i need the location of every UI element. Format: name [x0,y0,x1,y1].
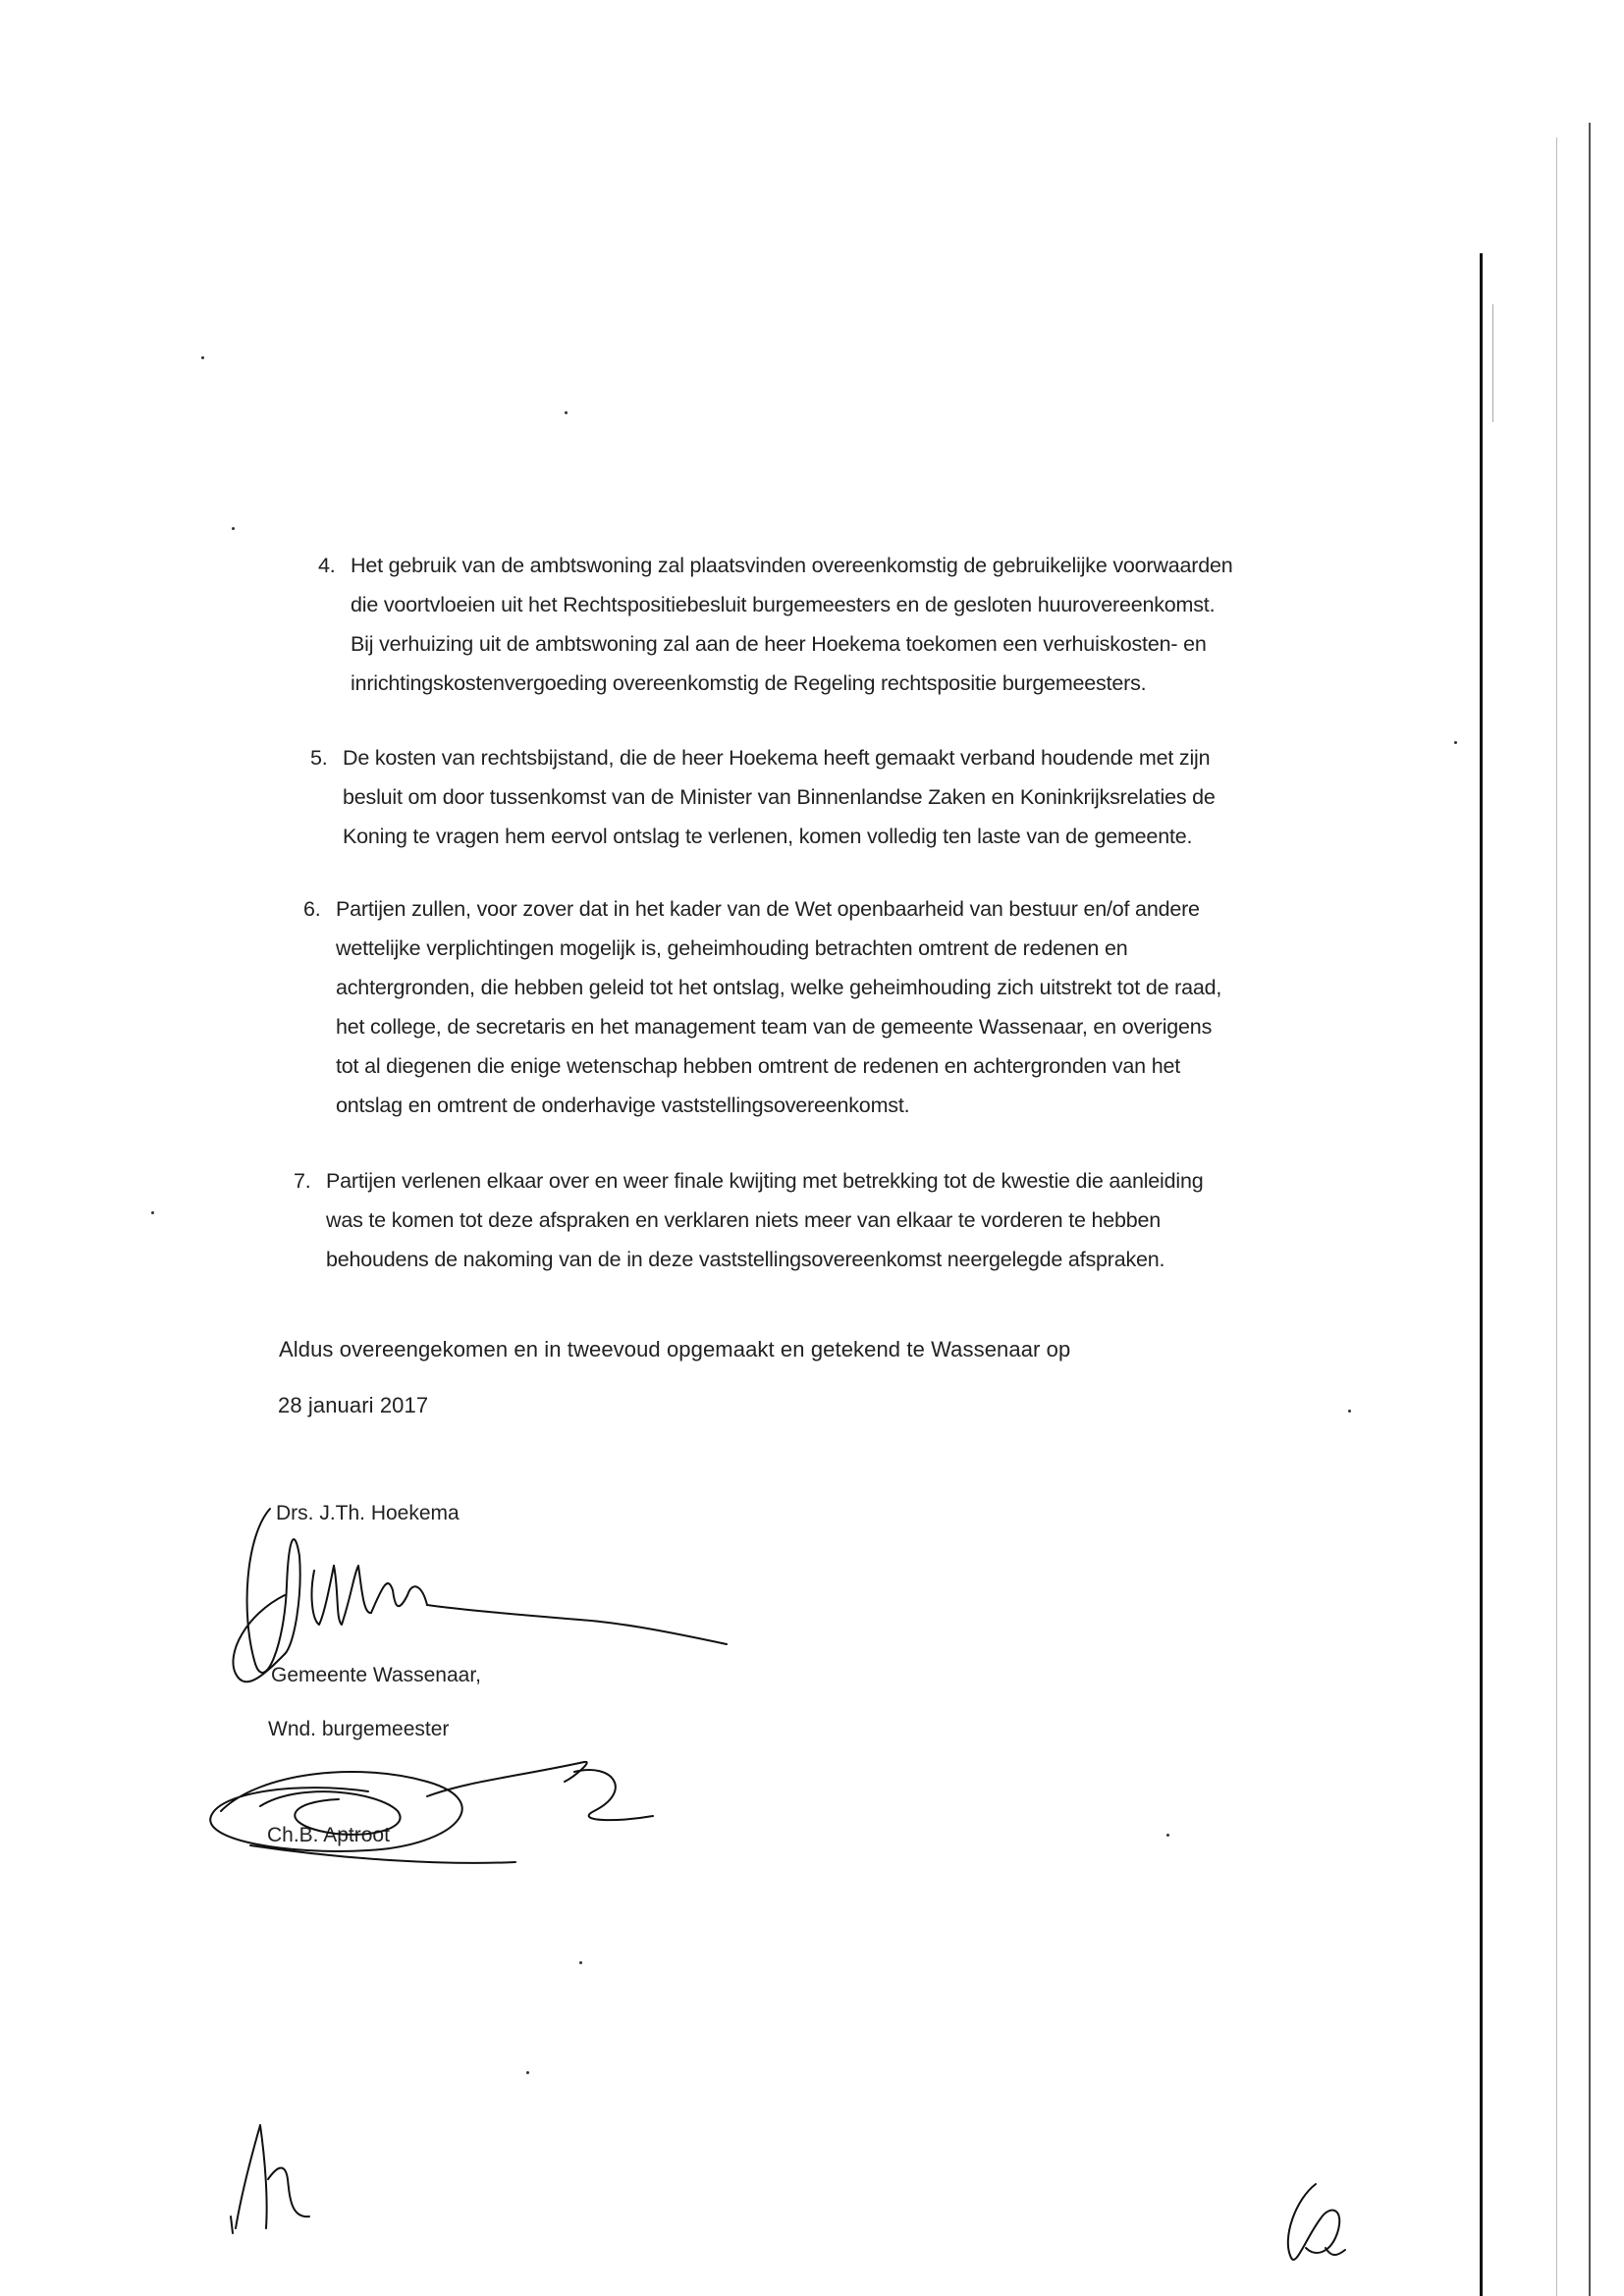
signature-aptroot [201,1752,653,1870]
signatory-role: Wnd. burgemeester [268,1718,450,1740]
initials-left [221,2120,319,2238]
clause-number: 6. [303,897,321,921]
clause-number: 7. [294,1169,311,1193]
clause-5 [310,738,1325,856]
scan-speck [151,1211,154,1214]
closing-date: 28 januari 2017 [278,1393,429,1417]
clause-number: 5. [310,746,328,770]
scan-edge-line [1492,304,1493,422]
initials-right [1276,2179,1365,2277]
signatory-name-hoekema: Drs. J.Th. Hoekema [276,1502,460,1524]
scan-edge-line [1556,137,1557,2296]
clause-text: Partijen verlenen elkaar over en weer finale kwijting met betrekking tot de kwestie die aanleiding was te komen tot deze afspraken en verklaren niets meer van elkaar te vorderen te hebben behoudens de nakoming van de in deze vaststellingsovereenkomst neergelegde afspraken. [326,1169,1204,1271]
scan-speck [579,1961,582,1964]
closing-statement: Aldus overeengekomen en in tweevoud opgemaakt en getekend te Wassenaar op [279,1337,1071,1362]
signatory-name-aptroot: Ch.B. Aptroot [267,1824,390,1846]
scan-speck [1348,1410,1351,1413]
signatory-org: Gemeente Wassenaar, [271,1664,481,1686]
scan-speck [565,411,568,414]
clause-6 [303,889,1327,1125]
scan-speck [201,356,204,359]
clause-7 [294,1161,1318,1279]
clause-text: De kosten van rechtsbijstand, die de heer Hoekema heeft gemaakt verband houdende met zijn besluit om door tussenkomst van de Minister van Binnenlandse Zaken en Koninkrijksrelaties de Koning te vragen hem eervol ontslag te verlenen, komen volledig ten laste van de gemeente. [343,746,1216,848]
scan-speck [526,2071,529,2074]
scan-speck [1166,1834,1169,1837]
scan-edge-line [1589,123,1591,2296]
clause-4 [318,546,1332,703]
scan-speck [1454,741,1457,744]
clause-number: 4. [318,554,336,577]
scan-speck [232,527,235,530]
clause-text: Partijen zullen, voor zover dat in het kader van de Wet openbaarheid van bestuur en/of andere wettelijke verplichtingen mogelijk is, geheimhouding betrachten omtrent de redenen en achtergronden, die hebben geleid tot het ontslag, welke geheimhouding zich uitstrekt tot de raad, het college, de secretaris en het management team van de gemeente Wassenaar, en overigens tot al diegenen die enige wetenschap hebben omtrent de redenen en achtergronden van het ontslag en omtrent de onderhavige vaststellingsovereenkomst. [336,897,1222,1117]
clause-text: Het gebruik van de ambtswoning zal plaatsvinden overeenkomstig de gebruikelijke voorwaarden die voortvloeien uit het Rechtspositiebesluit burgemeesters en de gesloten huurovereenkomst. Bij verhuizing uit de ambtswoning zal aan de heer Hoekema toekomen een verhuiskosten- en inrichtingskostenvergoeding overeenkomstig de Regeling rechtspositie burgemeesters. [351,554,1233,695]
scan-edge-line [1480,253,1483,2296]
